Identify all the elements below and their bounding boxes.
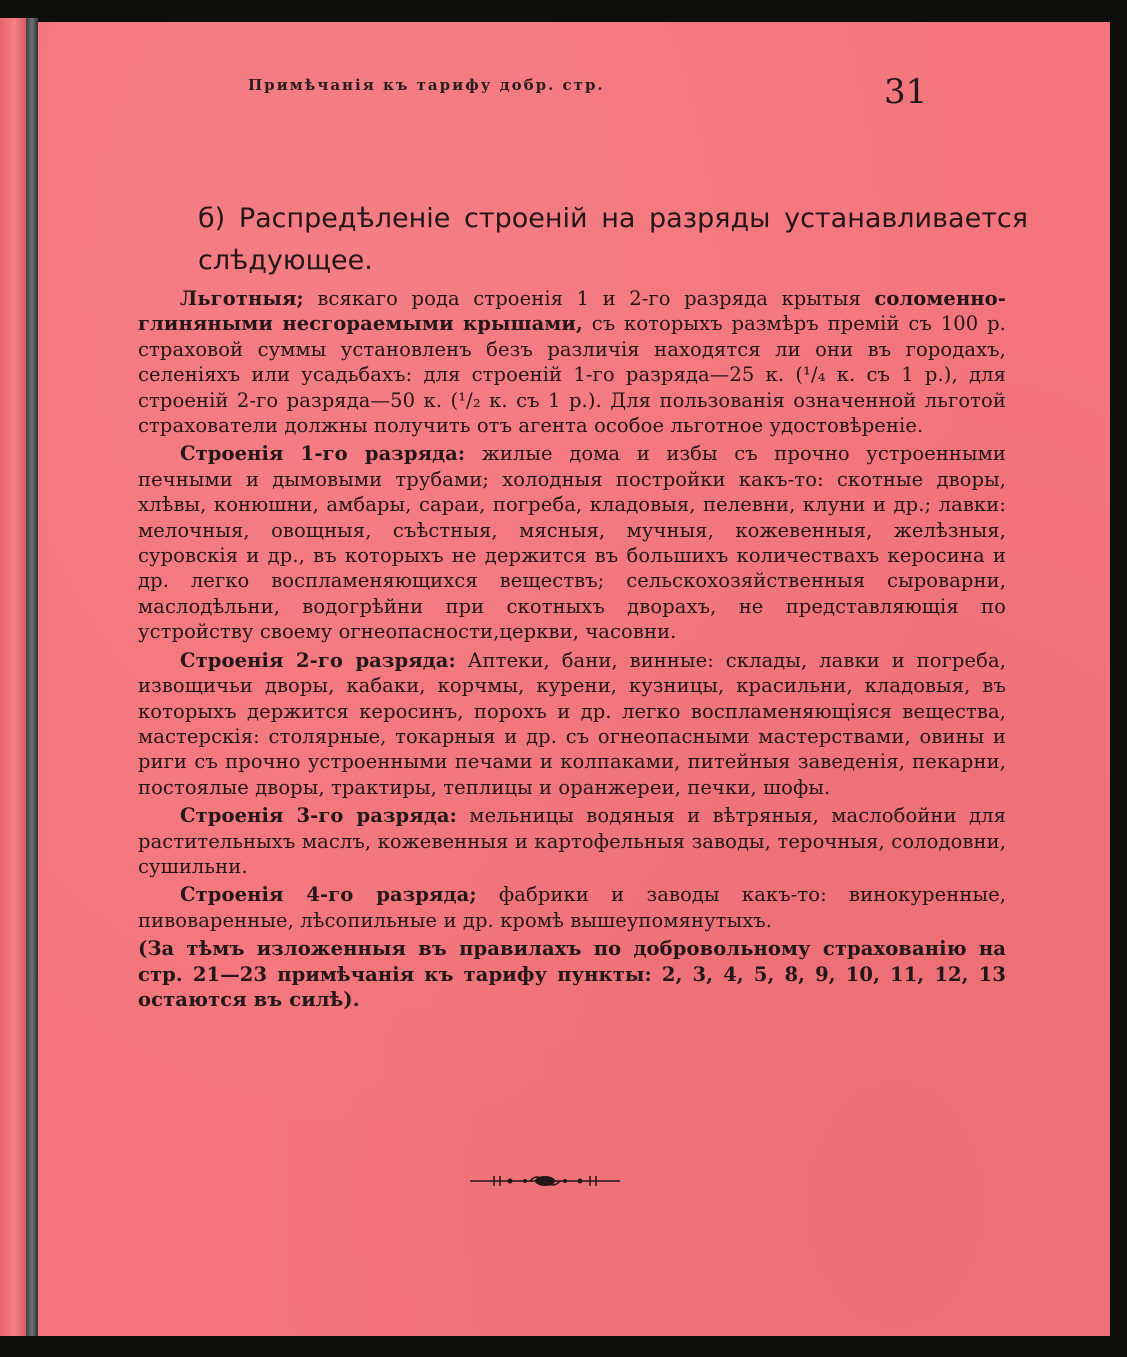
paragraph-lead: Строенія 2-го разряда:	[180, 648, 456, 672]
paragraph-text: мельницы водяныя и вѣтряныя, маслобойни для растительныхъ маслъ, кожевенныя и картофельныя заводы, терочныя, солодовни, сушильни.	[138, 804, 1006, 878]
paragraph-lead: Льготныя;	[180, 287, 304, 310]
paragraph-text: жилые дома и избы съ прочно устроенными печными и дымовыми трубами; холодныя постройки какъ-то: скотные дворы, хлѣвы, конюшни, амбары, сараи, погреба, кладовыя, пелевни, клуни и др.; лавки: мелочныя, овощныя, съѣстныя, мясныя, мучныя, кожевенныя, желѣзныя, суровскія и др., въ которыхъ не держится въ большихъ количествахъ керосина и др. легко воспламеняющихся веществъ; сельскохозяйственныя сыроварни, маслодѣльни, водогрѣйни при скотныхъ дворахъ, не представляющія по устройству своему огнеопасности,церкви, часовни.	[138, 442, 1006, 644]
closing-note-text: (За тѣмъ изложенныя въ правилахъ по добровольному страхованію на стр. 21—23 примѣчанія къ тарифу пункты: 2, 3, 4, 5, 8, 9, 10, 11, 12, 13 остаются въ силѣ).	[138, 937, 1006, 1011]
page-number: 31	[884, 72, 928, 112]
section-heading: б) Распредѣленіе строеній на разряды устанавливается слѣдующее.	[198, 203, 1028, 276]
paragraph-text: фабрики и заводы какъ-то: винокуренные, пивоваренные, лѣсопильные и др. кромѣ вышеупомянутыхъ.	[138, 883, 1007, 932]
paragraph-class-2	[138, 648, 1006, 800]
paragraph-text: Аптеки, бани, винные: склады, лавки и погреба, извощичьи дворы, кабаки, корчмы, курени, кузницы, красильни, кладовыя, въ которыхъ держится керосинъ, порохъ и др. легко воспламеняющіяся вещества, мастерскія: столярные, токарныя и др. съ огнеопасными мастерствами, овины и риги съ прочно устроенными печами и колпаками, питейныя заведенія, пекарни, постоялые дворы, трактиры, теплицы и оранжереи, печки, шофы.	[138, 648, 1006, 799]
paragraph-class-1	[138, 441, 1006, 644]
paragraph-text: съ которыхъ размѣръ премій съ 100 р. страховой суммы установленъ безъ различія находятся ли они въ городахъ, селеніяхъ или усадьбахъ: для строеній 1-го разряда—25 к. (¹/₄ к. съ 1 р.), для строеній 2-го разряда—50 к. (¹/₂ к. съ 1 р.). Для пользованія означенной льготой страхователи должны получить отъ агента особое льготное удостовѣреніе.	[138, 312, 1006, 438]
closing-note	[138, 936, 1006, 1012]
paragraph-class-3	[138, 803, 1006, 879]
body-text	[138, 286, 1006, 1015]
ornament-divider-icon	[470, 1170, 620, 1192]
running-title: Примѣчанія къ тарифу добр. стр.	[248, 76, 605, 94]
paragraph-lead: Строенія 3-го разряда:	[180, 804, 457, 828]
paragraph-lead: Строенія 1-го разряда:	[180, 442, 466, 466]
book-gutter	[26, 18, 38, 1336]
paragraph-preferential	[138, 286, 1006, 438]
paragraph-text: всякаго рода строенія 1 и 2-го разряда крытыя	[303, 287, 875, 310]
page	[38, 22, 1110, 1336]
paragraph-lead: соломенно-глиняными несгораемыми крышами,	[138, 287, 1006, 336]
paragraph-lead: Строенія 4-го разряда;	[180, 883, 477, 907]
previous-page-edge	[0, 18, 26, 1336]
paragraph-class-4	[138, 882, 1006, 933]
